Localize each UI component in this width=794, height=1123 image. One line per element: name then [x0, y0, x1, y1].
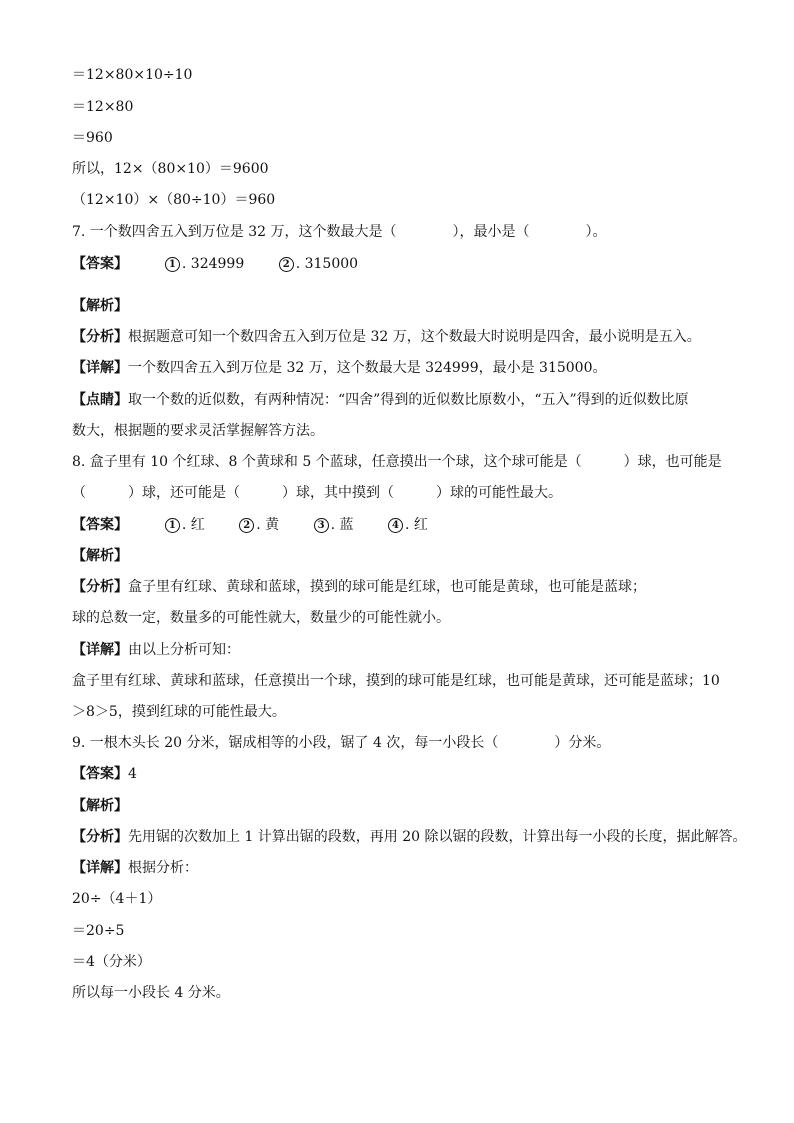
fenxi-label: 【分析】 [72, 579, 128, 595]
dianjing-label: 【点睛】 [72, 392, 128, 408]
q7-dianjing: 【点睛】取一个数的近似数，有两种情况：“四舍”得到的近似数比原数小，“五入”得到的近似数比原 [72, 392, 689, 408]
q8-xiangjie: 【详解】由以上分析可知： [72, 642, 240, 658]
q9-fenxi: 【分析】先用锯的次数加上 1 计算出锯的段数，再用 20 除以锯的段数，计算出每一小段的长度，据此解答。 [72, 829, 747, 845]
calc-line: ＝4（分米） [72, 954, 151, 970]
circled-number-icon: 4 [388, 518, 403, 533]
question-8-line-1: 8. 盒子里有 10 个红球、8 个黄球和 5 个蓝球，任意摸出一个球，这个球可能是（ ）球，也可能是 [72, 454, 722, 470]
q8-answer-4: 4 . 红 [388, 515, 428, 535]
q8-answer-2: 2 . 黄 [239, 515, 279, 535]
calc-line: 20÷（4＋1） [72, 891, 162, 907]
question-7: 7. 一个数四舍五入到万位是 32 万，这个数最大是（ ），最小是（ ）。 [72, 224, 607, 240]
calc-line: ＝12×80 [72, 99, 134, 115]
fenxi-label: 【分析】 [72, 829, 128, 845]
conclusion-line: 所以每一小段长 4 分米。 [72, 985, 230, 1001]
fenxi-label: 【分析】 [72, 329, 128, 345]
q7-answer-2: 2 . 315000 [279, 254, 358, 274]
analysis-heading: 【解析】 [72, 298, 128, 314]
analysis-heading: 【解析】 [72, 798, 128, 814]
q9-answer: 4 [128, 766, 137, 782]
q8-xiangjie-cont: ＞8＞5，摸到红球的可能性最大。 [72, 704, 286, 720]
calc-line: ＝20÷5 [72, 923, 125, 939]
calc-line: ＝960 [72, 130, 113, 146]
question-9: 9. 一根木头长 20 分米，锯成相等的小段，锯了 4 次，每一小段长（ ）分米。 [72, 735, 611, 751]
q9-xiangjie: 【详解】根据分析： [72, 860, 198, 876]
q8-fenxi-cont: 球的总数一定，数量多的可能性就大，数量少的可能性就小。 [72, 610, 450, 626]
calc-line: ＝12×80×10÷10 [72, 67, 193, 83]
xiangjie-label: 【详解】 [72, 860, 128, 876]
answer-label: 【答案】 [72, 517, 128, 533]
q8-answer-3: 3 . 蓝 [314, 515, 354, 535]
answer-label: 【答案】 [72, 766, 128, 782]
q7-dianjing-cont: 数大，根据题的要求灵活掌握解答方法。 [72, 423, 324, 439]
circled-number-icon: 2 [279, 257, 294, 272]
q8-answer-line [72, 515, 458, 535]
q8-xiangjie-cont: 盒子里有红球、黄球和蓝球，任意摸出一个球，摸到的球可能是红球，也可能是黄球，还可能是蓝球；10 [72, 673, 720, 689]
q7-answer-1: 1 . 324999 [165, 254, 244, 274]
question-8-line-2: （ ）球，还可能是（ ）球，其中摸到（ ）球的可能性最大。 [72, 485, 562, 501]
q8-answer-1: 1 . 红 [165, 515, 205, 535]
answer-label: 【答案】 [72, 256, 128, 272]
analysis-heading: 【解析】 [72, 548, 128, 564]
conclusion-line: （12×10）×（80÷10）＝960 [72, 192, 276, 208]
circled-number-icon: 2 [239, 518, 254, 533]
circled-number-icon: 1 [165, 518, 180, 533]
q7-fenxi: 【分析】根据题意可知一个数四舍五入到万位是 32 万，这个数最大时说明是四舍，最小说明是五入。 [72, 329, 701, 345]
xiangjie-label: 【详解】 [72, 360, 128, 376]
q7-xiangjie: 【详解】一个数四舍五入到万位是 32 万，这个数最大是 324999，最小是 315000。 [72, 360, 607, 376]
xiangjie-label: 【详解】 [72, 642, 128, 658]
circled-number-icon: 3 [314, 518, 329, 533]
q7-answer-line [72, 254, 388, 274]
circled-number-icon: 1 [165, 257, 180, 272]
conclusion-line: 所以，12×（80×10）＝9600 [72, 161, 269, 177]
q9-answer-line [72, 764, 137, 784]
q8-fenxi: 【分析】盒子里有红球、黄球和蓝球，摸到的球可能是红球，也可能是黄球，也可能是蓝球； [72, 579, 646, 595]
